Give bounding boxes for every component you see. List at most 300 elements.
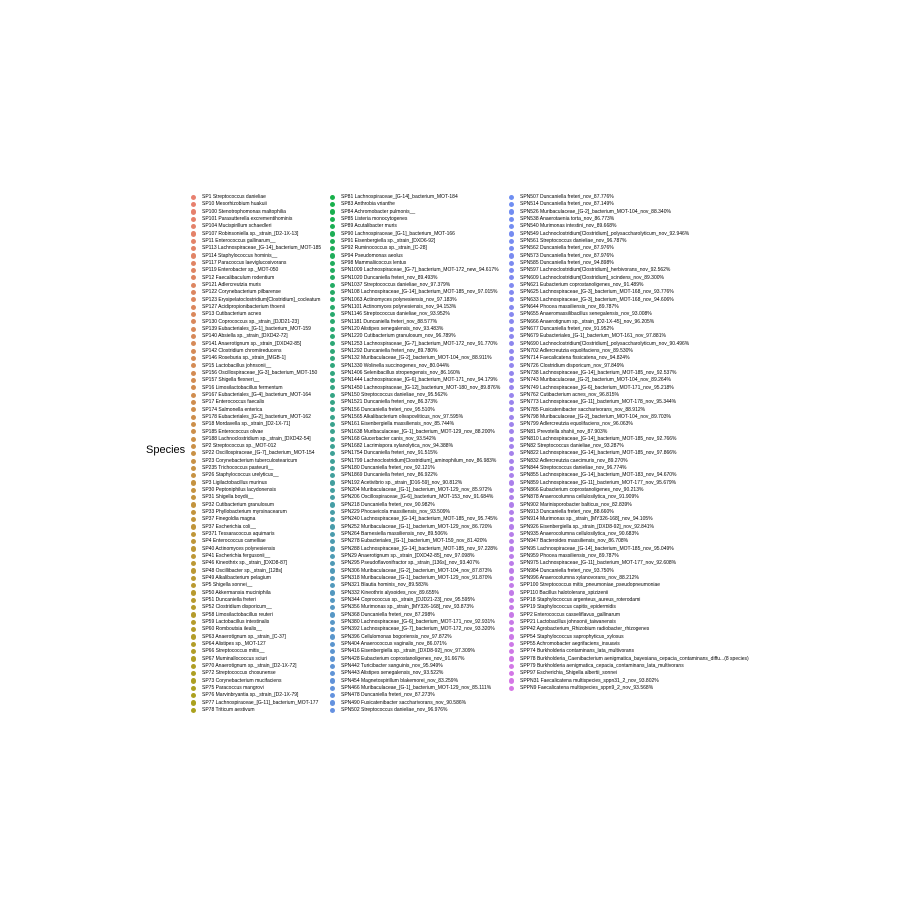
legend-label: SPP79 Burkholderia aenigmatica_cepacia_contaminans_lata_multivorans	[520, 663, 684, 669]
legend-label: SPPN9 Faecalicatena multispecies_sppn9_2_nov_93.568%	[520, 684, 654, 691]
legend-label: SPP100 Streptococcus mitis_pneumoniae_pseudopneumoniae	[520, 582, 661, 589]
legend-label: SPN902 Marinisporobacter balticus_nov_82.839%	[520, 501, 632, 508]
legend-dot	[509, 561, 514, 566]
legend-dot	[509, 415, 514, 420]
legend-dot	[330, 554, 335, 559]
legend-dot	[330, 480, 335, 485]
legend-label: SPN1292 Duncaniella freteri_nov_89.780%	[341, 347, 438, 354]
legend-label: SPN1450 Lachnospiraceae_[G-12]_bacterium_MOT-180_nov_89.876%	[341, 384, 501, 391]
legend-label: SP113 Lachnospiraceae_[G-14]_bacterium_MOT-185	[202, 245, 322, 252]
legend-label: SP10 Mesorhizobium huakuii	[202, 201, 267, 208]
legend-dot	[191, 261, 196, 266]
legend-label: SPN799 Adlercreutzia equolifaciens_nov_96.063%	[520, 421, 633, 428]
legend-label: SPN82 Streptococcus danieliae_nov_93.287%	[520, 443, 624, 450]
legend-label: SPN1101 Actinomyces polynesiensis_nov_94.153%	[341, 303, 457, 310]
legend-label: SP178 Eubacteriales_[G-2]_bacterium_MOT-162	[202, 413, 311, 420]
legend-dot	[330, 627, 335, 632]
legend-dot	[509, 605, 514, 610]
legend-label: SPN1799 Lachnoclostridium[Clostridium]_aminophilum_nov_86.983%	[341, 457, 497, 464]
legend-dot	[509, 319, 514, 324]
legend-dot	[191, 517, 196, 522]
legend-dot	[509, 634, 514, 639]
legend-label: SPN1037 Streptococcus danieliae_nov_97.379%	[341, 281, 451, 288]
legend-dot	[509, 246, 514, 251]
legend-dot	[330, 510, 335, 515]
legend-dot	[509, 627, 514, 632]
legend-dot	[509, 546, 514, 551]
legend-label: SP77 Lachnospiraceae_[G-11]_bacterium_MOT-177	[202, 699, 319, 706]
legend-label: SP40 Actinomyces polynesiensis	[202, 545, 276, 552]
legend-label: SPN609 Lachnoclostridium[Clostridium]_scindens_nov_89.300%	[520, 274, 664, 281]
legend-dot	[330, 561, 335, 566]
legend-dot	[509, 517, 514, 522]
legend-dot	[330, 466, 335, 471]
legend-label: SP17 Enterococcus faecalis	[202, 399, 265, 406]
legend-label: SP15 Lactobacillus johnsonii__	[202, 362, 272, 369]
legend-dot	[191, 305, 196, 310]
legend-dot	[330, 678, 335, 683]
legend-dot	[330, 349, 335, 354]
legend-label: SPN180 Duncaniella freteri_nov_92.121%	[341, 465, 435, 472]
legend-label: SPN416 Eisenbergiella sp._strain_[DXD8-92]_nov_97.309%	[341, 648, 475, 655]
legend-label: SP37 Escherichia coli__	[202, 523, 256, 530]
legend-label: SPN549 Lachnoclostridium[Clostridium]_polysaccharolyticum_nov_92.946%	[520, 230, 690, 237]
legend-dot	[330, 451, 335, 456]
legend-dot	[509, 642, 514, 647]
legend-dot	[191, 649, 196, 654]
legend-label: SPN1521 Duncaniella freteri_nov_86.373%	[341, 399, 438, 406]
legend-dot	[191, 583, 196, 588]
legend-label: SP142 Clostridium chromiireducens	[202, 347, 282, 354]
legend-dot	[509, 583, 514, 588]
legend-label: SPN229 Phocaeicola massiliensis_nov_93.509%	[341, 509, 450, 516]
legend-label: SPP74 Burkholderia contaminans_lata_multivorans	[520, 648, 634, 655]
legend-label: SP139 Eubacteriales_[G-1]_bacterium_MOT-159	[202, 325, 311, 332]
legend-dot	[191, 473, 196, 478]
legend-label: SP156 Oscillospiraceae_[G-3]_bacterium_MOT-150	[202, 369, 318, 376]
legend-label: SPP18 Staphylococcus argenteus_aureus_roterodami	[520, 597, 641, 604]
legend-dot	[330, 415, 335, 420]
legend-dot	[330, 444, 335, 449]
legend-dot	[191, 510, 196, 515]
legend-label: SP75 Paracoccus mangrovi	[202, 684, 264, 691]
legend-dot	[191, 444, 196, 449]
legend-dot	[330, 400, 335, 405]
legend-label: SP141 Anaerotignum sp._strain_[DXD42-85]	[202, 340, 302, 347]
legend-label: SPN762 Cutibacterium acnes_nov_96.815%	[520, 391, 619, 398]
legend-label: SPN192 Acetivibrio sp._strain_[D16-59]_nov_90.812%	[341, 479, 463, 486]
legend-label: SP2 Streptococcus sp._MOT-012	[202, 443, 277, 450]
legend-dot	[509, 451, 514, 456]
legend-dot	[191, 620, 196, 625]
legend-dot	[330, 305, 335, 310]
legend-dot	[330, 488, 335, 493]
legend-dot	[191, 532, 196, 537]
legend-label: SPN677 Duncaniella freteri_nov_91.952%	[520, 325, 614, 332]
legend-dot	[330, 693, 335, 698]
legend-dot	[330, 634, 335, 639]
legend-dot	[509, 568, 514, 573]
legend-dot	[509, 502, 514, 507]
legend-label: SP140 Absiella sp._strain_[DXD42-72]	[202, 333, 288, 340]
legend-label: SPN773 Lachnospiraceae_[G-11]_bacterium_MOT-178_nov_95.344%	[520, 399, 677, 406]
legend-label: SPN150 Streptococcus danieliae_nov_95.562%	[341, 391, 448, 398]
legend-dot	[330, 459, 335, 464]
legend-label: SPP2 Enterococcus casseliflavus_gallinarum	[520, 611, 621, 618]
legend-dot	[509, 539, 514, 544]
legend-label: SPN29 Anaerotignum sp._strain_[DXD42-85]_nov_97.098%	[341, 553, 475, 560]
legend-label: SP100 Stenotrophomonas maltophilia	[202, 208, 286, 215]
legend-label: SP371 Tessaracoccus aquimaris	[202, 531, 275, 538]
legend-label: SPN161 Eisenbergiella massiliensis_nov_85.744%	[341, 421, 455, 428]
legend-label: SPP54 Staphylococcus saprophyticus_xylosus	[520, 633, 624, 640]
legend-label: SPN206 Oscillospiraceae_[G-6]_bacterium_MOT-153_nov_91.684%	[341, 494, 494, 501]
legend-dot	[509, 554, 514, 559]
legend-dot	[191, 686, 196, 691]
legend-label: SP49 Alkalibacterium pelagium	[202, 575, 271, 582]
legend-dot	[191, 678, 196, 683]
legend-dot	[330, 356, 335, 361]
legend-label: SP23 Corynebacterium tuberculostearicum	[202, 457, 298, 464]
legend-dot	[330, 268, 335, 273]
legend-dot	[330, 517, 335, 522]
legend-dot	[330, 649, 335, 654]
legend-label: SPN625 Lachnospiraceae_[G-3]_bacterium_MOT-168_nov_93.776%	[520, 289, 674, 296]
legend-label: SPN404 Anaerococcus vaginalis_nov_86.071%	[341, 641, 447, 648]
legend-label: SPN442 Turicibacter sanguinis_nov_95.949%	[341, 663, 443, 669]
legend-label: SPN156 Duncaniella freteri_nov_95.510%	[341, 406, 435, 413]
legend-dot	[509, 202, 514, 207]
legend-dot	[509, 620, 514, 625]
legend-label: SP92 Ruminococcus sp._strain_[C-28]	[341, 245, 427, 252]
legend-dot	[330, 583, 335, 588]
legend-label: SPN562 Duncaniella freteri_nov_87.976%	[520, 245, 614, 252]
legend-dot	[191, 415, 196, 420]
legend-dot	[330, 334, 335, 339]
legend-dot	[191, 546, 196, 551]
legend-dot	[330, 642, 335, 647]
legend-label: SPN926 Eisenbergiella sp._strain_[DXD8-92]_nov_92.841%	[520, 523, 654, 530]
legend-title: Species	[146, 444, 186, 456]
legend-label: SPN478 Duncaniella freteri_nov_87.273%	[341, 692, 435, 699]
legend-dot	[191, 642, 196, 647]
legend-dot	[330, 546, 335, 551]
legend-dot	[330, 385, 335, 390]
legend-dot	[191, 598, 196, 603]
legend-label: SPN1682 Lacrimispora xylanolytica_nov_94.388%	[341, 443, 454, 450]
legend-dot	[509, 393, 514, 398]
legend-label: SPN822 Lachnospiraceae_[G-14]_bacterium_MOT-185_nov_97.866%	[520, 450, 677, 457]
legend-dot	[509, 195, 514, 200]
legend-label: SPN1181 Duncaniella freteri_nov_88.577%	[341, 318, 438, 325]
legend-label: SPN507 Duncaniella freteri_nov_87.776%	[520, 194, 614, 200]
legend-dot	[330, 532, 335, 537]
legend-label: SPP55 Achromobacter aegrifaciens_insuavis	[520, 641, 620, 648]
legend-label: SPN321 Blautia hominis_nov_89.583%	[341, 582, 429, 589]
legend-label: SPN855 Lachnospiraceae_[G-14]_bacterium_MOT-183_nov_94.670%	[520, 472, 677, 479]
legend-label: SP94 Pseudomonas aeolus	[341, 252, 403, 259]
legend-dot	[330, 656, 335, 661]
legend-dot	[191, 554, 196, 559]
legend-label: SPN844 Streptococcus danieliae_nov_96.774%	[520, 465, 627, 472]
legend-dot	[330, 378, 335, 383]
legend-dot	[191, 480, 196, 485]
legend-dot	[509, 480, 514, 485]
legend-label: SP188 Lachnoclostridium sp._strain_[DXD42-54]	[202, 435, 311, 442]
legend-dot	[509, 341, 514, 346]
legend-dot	[509, 656, 514, 661]
legend-dot	[191, 312, 196, 317]
legend-label: SP1 Streptococcus danieliae	[202, 194, 266, 200]
legend-dot	[330, 524, 335, 529]
legend-label: SPN1406 Selenibacillus stropengensis_nov_86.160%	[341, 369, 461, 376]
legend-dot	[509, 371, 514, 376]
legend-label: SPN859 Lachnospiraceae_[G-11]_bacterium_MOT-177_nov_95.679%	[520, 479, 677, 486]
legend-dot	[330, 239, 335, 244]
legend-label: SPP21 Lactobacillus johnsonii_taiwanensis	[520, 619, 616, 626]
legend-label: SPP110 Bacillus halotolerans_spizizenii	[520, 589, 609, 596]
legend-label: SP174 Salmonella enterica	[202, 406, 263, 413]
legend-label: SP60 Romboutsia ilealis__	[202, 626, 262, 633]
legend-label: SP146 Roseburia sp._strain_[MGB-1]	[202, 355, 286, 362]
legend-dot	[330, 598, 335, 603]
legend-label: SP235 Trichococcus pasteurii__	[202, 465, 274, 472]
legend-dot	[191, 371, 196, 376]
legend-label: SPN218 Duncaniella freteri_nov_90.982%	[341, 501, 435, 508]
legend-dot	[509, 590, 514, 595]
legend-label: SPN540 Murimonas intestini_nov_89.668%	[520, 223, 617, 230]
legend-dot	[191, 451, 196, 456]
legend-label: SPN798 Muribaculaceae_[G-2]_bacterium_MOT-104_nov_89.703%	[520, 413, 671, 420]
legend-label: SP84 Achromobacter pulmonis__	[341, 208, 416, 215]
legend-dot	[191, 217, 196, 222]
legend-label: SPN702 Adlercreutzia equolifaciens_nov_89.530%	[520, 347, 633, 354]
legend-dot	[509, 459, 514, 464]
legend-dot	[509, 576, 514, 581]
legend-dot	[330, 708, 335, 713]
legend-label: SP91 Eisenbergiella sp._strain_[DXD6-92]	[341, 237, 436, 244]
legend-dot	[509, 488, 514, 493]
legend-dot	[330, 495, 335, 500]
legend-label: SPN1253 Lachnospiraceae_[G-7]_bacterium_MOT-172_nov_91.770%	[341, 340, 498, 347]
legend-dot	[191, 576, 196, 581]
legend-label: SP89 Acutalibacter muris	[341, 223, 397, 230]
legend-label: SP22 Oscillospiraceae_[G-7]_bacterium_MOT-154	[202, 450, 315, 457]
legend-label: SPN538 Anaerotaenia torta_nov_86.773%	[520, 215, 615, 222]
legend-dot	[191, 400, 196, 405]
legend-label: SPN1146 Streptococcus danieliae_nov_93.952%	[341, 311, 450, 318]
legend-dot	[330, 700, 335, 705]
legend-label: SPN666 Anaerotignum sp._strain_[D2-1X-45]_nov_96.205%	[520, 318, 655, 325]
legend-label: SPN690 Lachnoclostridium[Clostridium]_polysaccharolyticum_nov_90.496%	[520, 340, 690, 347]
legend-label: SPN264 Barnesiella massiliensis_nov_89.506%	[341, 531, 448, 538]
legend-dot	[191, 334, 196, 339]
legend-dot	[191, 297, 196, 302]
legend-label: SPN644 Phocea massiliensis_nov_89.787%	[520, 303, 619, 310]
legend-label: SPN1638 Muribaculaceae_[G-1]_bacterium_MOT-129_nov_88.200%	[341, 428, 495, 435]
legend-dot	[191, 239, 196, 244]
legend-dot	[509, 524, 514, 529]
legend-label: SPN633 Lachnospiraceae_[G-3]_bacterium_MOT-168_nov_94.606%	[520, 296, 674, 303]
legend-label: SP37 Finegoldia magna	[202, 516, 256, 523]
legend-label: SPN368 Duncaniella freteri_nov_87.298%	[341, 611, 435, 618]
legend-label: SP51 Duncaniella freteri	[202, 597, 256, 604]
legend-label: SPN396 Cellulomonas bogoriensis_nov_97.872%	[341, 633, 452, 640]
legend-dot	[509, 407, 514, 412]
legend-dot	[509, 671, 514, 676]
legend-dot	[191, 407, 196, 412]
legend-label: SPN743 Muribaculaceae_[G-2]_bacterium_MOT-104_nov_89.264%	[520, 377, 671, 384]
legend-label: SPN132 Muribaculaceae_[G-2]_bacterium_MOT-104_nov_88.911%	[341, 355, 492, 362]
legend-label: SPN454 Magnetospirillum blakemorei_nov_83.259%	[341, 677, 459, 684]
legend-dot	[191, 231, 196, 236]
legend-label: SP67 Muminallococcus sciuri	[202, 655, 268, 662]
legend-label: SPN295 Pseudoflavonifractor sp._strain_[136s]_nov_93.407%	[341, 560, 480, 567]
legend-label: SPN913 Duncaniella freteri_nov_88.660%	[520, 509, 614, 516]
legend-label: SP3 Ligilactobacillus murinus	[202, 479, 268, 486]
legend-label: SPN914 Murimonas sp._strain_[MY326-168]_nov_94.105%	[520, 516, 653, 523]
legend-label: SPN959 Phocea massiliensis_nov_89.787%	[520, 553, 619, 560]
legend-dot	[509, 209, 514, 214]
legend-label: SPN240 Lachnospiraceae_[G-14]_bacterium_MOT-185_nov_95.745%	[341, 516, 498, 523]
legend-dot	[191, 693, 196, 698]
legend-dot	[191, 459, 196, 464]
legend-label: SP31 Shigella boydii__	[202, 494, 254, 501]
legend-label: SPN1754 Duncaniella freteri_nov_91.515%	[341, 450, 438, 457]
legend-label: SP50 Akkermansia muciniphila	[202, 589, 271, 596]
legend-dot	[509, 253, 514, 258]
legend-dot	[509, 239, 514, 244]
legend-dot	[330, 283, 335, 288]
legend-label: SP122 Corynebacterium pilbarense	[202, 289, 281, 296]
legend-label: SP117 Paracoccus laeviglucosivorans	[202, 259, 287, 266]
legend-dot	[509, 275, 514, 280]
legend-label: SP18 Mordavella sp._strain_[D2-1X-71]	[202, 421, 291, 428]
legend-dot	[330, 327, 335, 332]
legend-dot	[330, 686, 335, 691]
legend-dot	[191, 253, 196, 258]
legend-label: SPN278 Eubacteriales_[G-1]_bacterium_MOT-159_nov_81.420%	[341, 538, 487, 545]
legend-label: SPN1063 Actinomyces polynesiensis_nov_97.183%	[341, 296, 457, 303]
legend-label: SP185 Enterococcus olivae	[202, 428, 264, 435]
legend-label: SP32 Cutibacterium granulosum	[202, 501, 274, 508]
legend-label: SP123 Erysipelatoclostridium[Clostridium]_cocleatum	[202, 296, 321, 303]
legend-label: SP4 Enterococcus camelliae	[202, 538, 266, 545]
legend-label: SP12 Faecalibaculum rodentium	[202, 274, 275, 281]
legend-dot	[191, 495, 196, 500]
legend-label: SP78 Triticum aestivum	[202, 706, 255, 713]
legend-dot	[330, 590, 335, 595]
legend-dot	[191, 671, 196, 676]
legend-label: SP90 Lachnospiraceae_[G-1]_bacterium_MOT-166	[341, 230, 455, 237]
legend-dot	[509, 444, 514, 449]
legend-label: SP73 Corynebacterium mucifaciens	[202, 677, 282, 684]
legend-dot	[191, 363, 196, 368]
legend-dot	[191, 437, 196, 442]
legend-dot	[191, 268, 196, 273]
legend-label: SPN252 Muribaculaceae_[G-1]_bacterium_MOT-129_nov_86.720%	[341, 523, 492, 530]
legend-label: SP157 Shigella flexneri__	[202, 377, 260, 384]
legend-dot	[330, 429, 335, 434]
legend-label: SPN108 Lachnospiraceae_[G-14]_bacterium_MOT-185_nov_97.015%	[341, 289, 498, 296]
legend-dot	[330, 473, 335, 478]
legend-dot	[330, 539, 335, 544]
legend-dot	[330, 664, 335, 669]
legend-dot	[330, 195, 335, 200]
legend-dot	[191, 290, 196, 295]
legend-dot	[330, 253, 335, 258]
legend-label: SPN726 Clostridium disporicum_nov_97.849%	[520, 362, 624, 369]
legend-dot	[191, 539, 196, 544]
legend-label: SP114 Staphylococcus hominis__	[202, 252, 278, 259]
legend-label: SPN947 Bacteroides massiliensis_nov_86.708%	[520, 538, 629, 545]
legend-dot	[191, 275, 196, 280]
legend-dot	[330, 319, 335, 324]
legend-dot	[330, 502, 335, 507]
legend-label: SP52 Clostridium disporicum__	[202, 604, 272, 611]
legend-dot	[191, 466, 196, 471]
legend-dot	[330, 437, 335, 442]
legend-label: SP130 Coprococcus sp._strain_[DJD21-23]	[202, 318, 299, 325]
legend-dot	[509, 334, 514, 339]
legend-dot	[509, 305, 514, 310]
legend-label: SP16 Limosilactobacillus fermentum	[202, 384, 283, 391]
legend-label: SPN1009 Lachnospiraceae_[G-7]_bacterium_MOT-172_new_94.617%	[341, 267, 499, 274]
legend-label: SP119 Enterobacter sp._MOT-050	[202, 267, 279, 274]
legend-dot	[191, 393, 196, 398]
legend-label: SPN318 Muribaculaceae_[G-1]_bacterium_MOT-129_nov_91.870%	[341, 575, 492, 582]
legend-dot	[509, 422, 514, 427]
legend-label: SP26 Staphylococcus urelyticus__	[202, 472, 279, 479]
legend-label: SPN975 Lachnospiraceae_[G-11]_bacterium_MOT-177_nov_92.608%	[520, 560, 677, 567]
legend-dot	[330, 312, 335, 317]
legend-dot	[509, 349, 514, 354]
legend-dot	[191, 422, 196, 427]
legend-dot	[191, 378, 196, 383]
legend-label: SP41 Escherichia fergusonii__	[202, 553, 271, 560]
legend-dot	[191, 429, 196, 434]
legend-label: SPN573 Duncaniella freteri_nov_87.976%	[520, 252, 614, 259]
legend-dot	[509, 664, 514, 669]
legend-label: SPN306 Muribaculaceae_[G-2]_bacterium_MOT-104_nov_87.873%	[341, 567, 492, 574]
legend-dot	[330, 217, 335, 222]
legend-dot	[509, 290, 514, 295]
legend-dot	[191, 195, 196, 200]
legend-dot	[330, 612, 335, 617]
legend-dot	[191, 319, 196, 324]
legend-dot	[509, 649, 514, 654]
legend-dot	[509, 612, 514, 617]
legend-label: SPN490 Fusicatenibacter saccharivorans_nov_90.586%	[341, 699, 467, 706]
legend-dot	[509, 686, 514, 691]
legend-label: SP76 Marvinbryantia sp._strain_[D2-1X-79]	[202, 692, 299, 699]
legend-label: SPN168 Glucerbacter canis_nov_93.542%	[341, 435, 437, 442]
legend-label: SPN204 Muribaculaceae_[G-1]_bacterium_MOT-129_nov_85.972%	[341, 487, 492, 494]
legend-dot	[191, 700, 196, 705]
legend-label: SP70 Anaerotignum sp._strain_[D2-1X-72]	[202, 663, 297, 669]
legend-dot	[191, 605, 196, 610]
legend-dot	[509, 532, 514, 537]
legend-label: SP30 Peptoniphilus lacydonensis	[202, 487, 276, 494]
legend-dot	[191, 627, 196, 632]
legend-label: SPN984 Duncaniella freteri_nov_93.750%	[520, 567, 614, 574]
legend-label: SPN679 Eubacteriales_[G-1]_bacterium_MOT-161_nov_97.881%	[520, 333, 666, 340]
legend-dot	[330, 231, 335, 236]
legend-label: SPN585 Duncaniella freteri_nov_94.898%	[520, 259, 614, 266]
legend-dot	[191, 590, 196, 595]
legend-label: SPN288 Lachnospiraceae_[G-14]_bacterium_MOT-185_nov_97.228%	[341, 545, 498, 552]
legend-dot	[509, 297, 514, 302]
